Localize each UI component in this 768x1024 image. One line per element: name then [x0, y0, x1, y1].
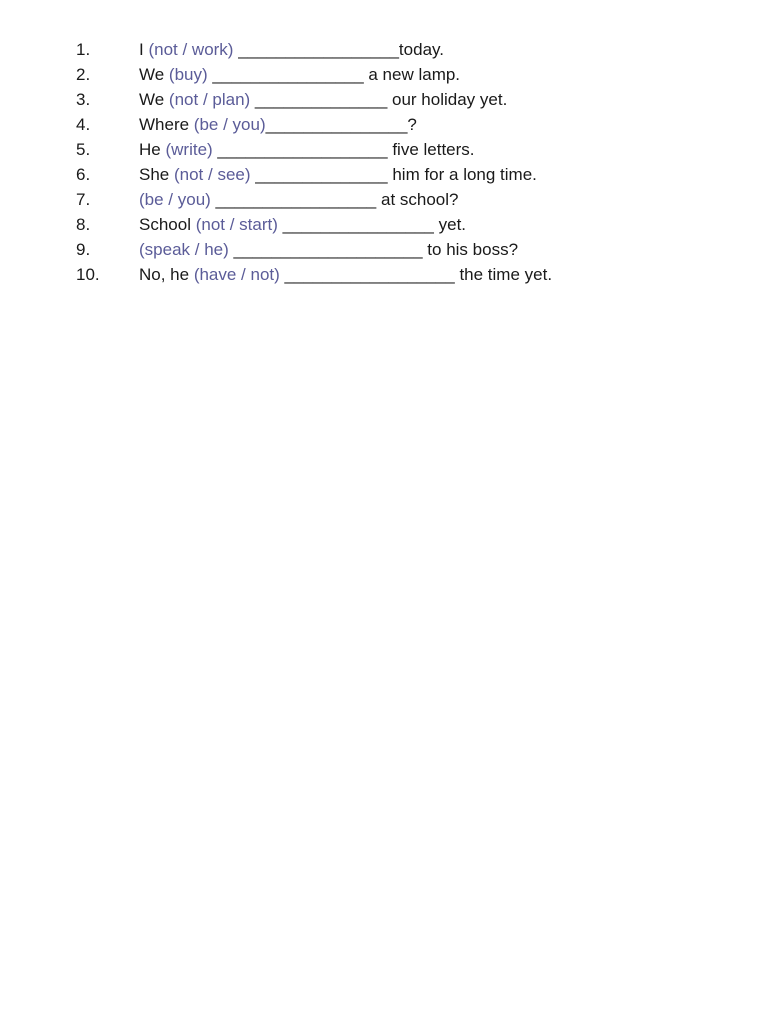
- verb-hint: (buy): [168, 65, 208, 84]
- sentence-end: _________________ at school?: [210, 190, 459, 209]
- sentence-end: __________________ five letters.: [212, 140, 475, 159]
- exercise-item-9: [76, 237, 552, 262]
- sentence-start: We: [139, 90, 169, 109]
- verb-hint: (not / start): [195, 215, 278, 234]
- sentence-end: __________________ the time yet.: [279, 265, 553, 284]
- sentence-end: _______________?: [265, 115, 417, 134]
- sentence-start: She: [139, 165, 174, 184]
- item-sentence: [139, 162, 537, 187]
- item-sentence: [139, 137, 475, 162]
- item-number: 10.: [76, 265, 100, 284]
- item-sentence: [139, 37, 444, 62]
- exercise-item-5: [76, 137, 552, 162]
- item-number: 6.: [76, 165, 91, 184]
- item-number: 3.: [76, 90, 91, 109]
- exercise-item-3: [76, 87, 552, 112]
- sentence-start: School: [139, 215, 196, 234]
- sentence-start: We: [139, 65, 169, 84]
- sentence-end: ______________ our holiday yet.: [250, 90, 508, 109]
- verb-hint: (not / work): [148, 40, 234, 59]
- item-sentence: [139, 262, 552, 287]
- item-number: 7.: [76, 190, 91, 209]
- item-number: 9.: [76, 240, 91, 259]
- exercise-item-10: [76, 262, 552, 287]
- item-sentence: [139, 237, 518, 262]
- sentence-start: Where: [139, 115, 194, 134]
- exercise-item-6: [76, 162, 552, 187]
- item-number: 8.: [76, 215, 91, 234]
- verb-hint: (be / you): [139, 190, 211, 209]
- sentence-end: ____________________ to his boss?: [228, 240, 519, 259]
- verb-hint: (be / you): [193, 115, 266, 134]
- sentence-end: _________________today.: [233, 40, 444, 59]
- exercise-item-8: [76, 212, 552, 237]
- verb-hint: (not / see): [173, 165, 251, 184]
- verb-hint: (have / not): [193, 265, 280, 284]
- sentence-start: No, he: [139, 265, 194, 284]
- item-sentence: [139, 112, 417, 137]
- exercise-list: [76, 37, 552, 287]
- sentence-end: ________________ a new lamp.: [207, 65, 461, 84]
- item-number: 1.: [76, 40, 91, 59]
- exercise-item-4: [76, 112, 552, 137]
- item-sentence: [139, 87, 507, 112]
- verb-hint: (write): [165, 140, 213, 159]
- item-sentence: [139, 212, 466, 237]
- item-sentence: [139, 187, 458, 212]
- verb-hint: (speak / he): [139, 240, 229, 259]
- sentence-start: He: [139, 140, 166, 159]
- verb-hint: (not / plan): [168, 90, 251, 109]
- exercise-item-2: [76, 62, 552, 87]
- item-number: 5.: [76, 140, 91, 159]
- sentence-start: I: [139, 40, 149, 59]
- item-number: 4.: [76, 115, 91, 134]
- item-sentence: [139, 62, 460, 87]
- exercise-item-7: [76, 187, 552, 212]
- item-number: 2.: [76, 65, 91, 84]
- sentence-end: ________________ yet.: [277, 215, 467, 234]
- sentence-end: ______________ him for a long time.: [250, 165, 537, 184]
- exercise-item-1: [76, 37, 552, 62]
